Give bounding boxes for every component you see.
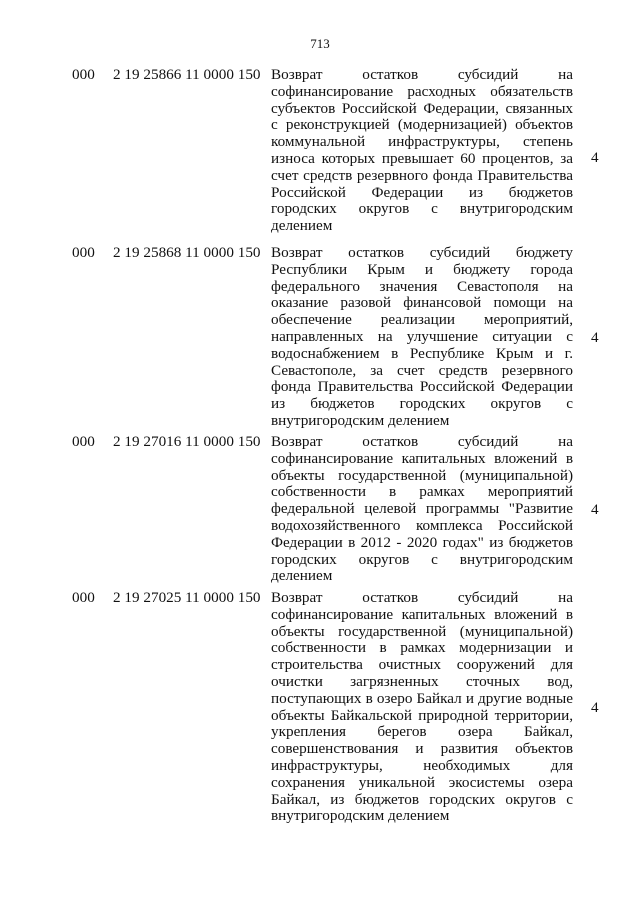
row-amount: 4: [591, 699, 599, 716]
admin-code: 000: [72, 244, 95, 261]
budget-classification-code: 2 19 27025 11 0000 150: [113, 589, 261, 606]
row-description: Возврат остатков субсидий бюджету Республики Крым и бюджету города федерального значения Севастополя на оказание разовой финансовой помощи на обеспечение реализации мероприятий, направленных на улучшение ситуации с водоснабжением в Республике Крым и г. Севастополе, за счет средств резервного фонда Правительства Российской Федерации из бюджетов городских округов с внутригородским делением: [271, 244, 573, 429]
table-row: [0, 434, 640, 586]
admin-code: 000: [72, 589, 95, 606]
budget-classification-code: 2 19 25866 11 0000 150: [113, 66, 261, 83]
admin-code: 000: [72, 66, 95, 83]
table-row: [0, 67, 640, 237]
row-description: Возврат остатков субсидий на софинансирование капитальных вложений в объекты государственной (муниципальной) собственности в рамках мероприятий федеральной целевой программы "Развитие водохозяйственного комплекса Российской Федерации в 2012 - 2020 годах" из бюджетов городских округов с внутригородским делением: [271, 433, 573, 585]
row-description: Возврат остатков субсидий на софинансирование капитальных вложений в объекты государственной (муниципальной) собственности в рамках модернизации и строительства очистных сооружений для очистки загрязненных сточных вод, поступающих в озеро Байкал и другие водные объекты Байкальской природной территории, укрепления берегов озера Байкал, совершенствования и развития объектов инфраструктуры, необходимых для сохранения уникальной экосистемы озера Байкал, из бюджетов городских округов с внутригородским делением: [271, 589, 573, 825]
admin-code: 000: [72, 433, 95, 450]
row-amount: 4: [591, 501, 599, 518]
table-row: [0, 590, 640, 830]
row-description: Возврат остатков субсидий на софинансирование расходных обязательств субъектов Российской Федерации, связанных с реконструкцией (модернизацией) объектов коммунальной инфраструктуры, степень износа которых превышает 60 процентов, за счет средств резервного фонда Правительства Российской Федерации из бюджетов городских округов с внутригородским делением: [271, 66, 573, 235]
row-amount: 4: [591, 149, 599, 166]
budget-classification-code: 2 19 25868 11 0000 150: [113, 244, 261, 261]
page-number: 713: [310, 36, 330, 51]
budget-classification-code: 2 19 27016 11 0000 150: [113, 433, 261, 450]
table-row: [0, 245, 640, 431]
row-amount: 4: [591, 329, 599, 346]
